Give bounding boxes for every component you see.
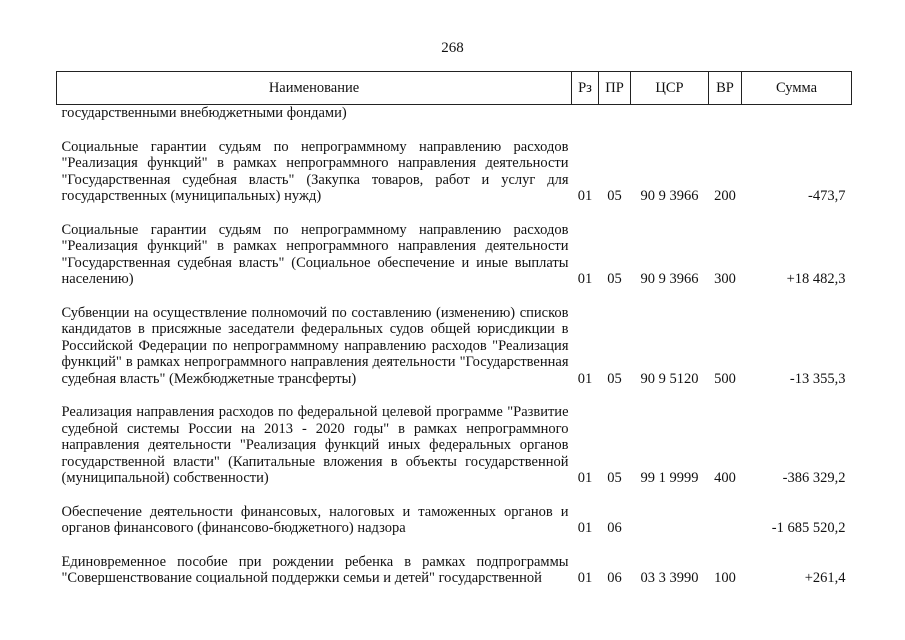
row-pr: 05 [607, 271, 622, 287]
budget-table [56, 71, 852, 587]
row-name: Реализация направления расходов по федеральной целевой программе "Развитие судебной системы России на 2013 - 2020 годы" в рамках непрограммного направления деятельности "Реализация функций иных федеральных органов государственной власти" (Капитальные вложения в объекты государственной (муниципальной) собственности) [61, 404, 569, 486]
row-sum: -386 329,2 [782, 470, 846, 486]
row-vr: 200 [714, 188, 736, 204]
row-csr [631, 504, 709, 537]
table-row [57, 504, 852, 537]
table-row [57, 139, 852, 205]
table-row [57, 305, 852, 388]
row-csr: 90 9 5120 [640, 370, 699, 387]
page-number: 268 [441, 40, 464, 56]
row-name: Социальные гарантии судьям по непрограммному направлению расходов "Реализация функций" в рамках непрограммного направления деятельности "Государственная судебная власть" (Социальное обеспечение и иные выплаты населению) [61, 221, 569, 287]
row-rz: 01 [577, 570, 593, 586]
row-name: Субвенции на осуществление полномочий по составлению (изменению) списков кандидатов в присяжные заседатели федеральных судов общей юрисдикции в Российской Федерации по непрограммному направлению расходов "Реализация функций" в рамках непрограммного направления деятельности "Государственная судебная власть" (Межбюджетные трансферты) [61, 304, 569, 387]
row-name: Единовременное пособие при рождении ребенка в рамках подпрограммы "Совершенствование социальной поддержки семьи и детей" государственной [61, 553, 569, 586]
row-rz: 01 [577, 271, 593, 287]
row-csr: 03 3 3990 [640, 570, 699, 586]
header-sum: Сумма [742, 72, 852, 105]
row-csr: 99 1 9999 [640, 470, 699, 486]
row-rz: 01 [577, 520, 593, 536]
table-row [57, 554, 852, 587]
row-rz: 01 [577, 188, 593, 204]
row-vr: 100 [714, 570, 736, 586]
row-csr: 90 9 3966 [640, 188, 699, 204]
row-pr: 05 [607, 370, 622, 387]
row-sum: +18 482,3 [786, 271, 846, 287]
row-rz: 01 [577, 470, 593, 486]
row-pr: 05 [607, 188, 622, 204]
header-csr: ЦСР [631, 72, 709, 105]
continued-text: государственными внебюджетными фондами) [61, 105, 347, 121]
row-rz: 01 [577, 370, 593, 387]
table-header-row [57, 72, 852, 105]
row-sum: +261,4 [804, 570, 846, 586]
header-name: Наименование [57, 72, 572, 105]
row-sum: -1 685 520,2 [771, 520, 846, 536]
row-name: Социальные гарантии судьям по непрограммному направлению расходов "Реализация функций" в рамках непрограммного направления деятельности "Государственная судебная власть" (Закупка товаров, работ и услуг для государственных (муниципальных) нужд) [61, 138, 569, 204]
row-pr: 06 [607, 520, 622, 536]
row-csr: 90 9 3966 [640, 271, 699, 287]
table-row [57, 222, 852, 288]
row-sum: -473,7 [808, 188, 846, 204]
row-vr: 300 [714, 271, 736, 287]
row-name: Обеспечение деятельности финансовых, налоговых и таможенных органов и органов финансового (финансово-бюджетного) надзора [61, 503, 569, 536]
row-sum: -13 355,3 [789, 370, 846, 387]
header-vr: ВР [709, 72, 742, 105]
table-row [57, 404, 852, 487]
row-vr: 500 [714, 370, 736, 387]
row-vr: 400 [714, 470, 736, 486]
row-pr: 05 [607, 470, 622, 486]
header-pr: ПР [599, 72, 631, 105]
row-pr: 06 [607, 570, 622, 586]
header-rz: Рз [572, 72, 599, 105]
row-vr [709, 504, 742, 537]
continued-row [57, 105, 852, 122]
